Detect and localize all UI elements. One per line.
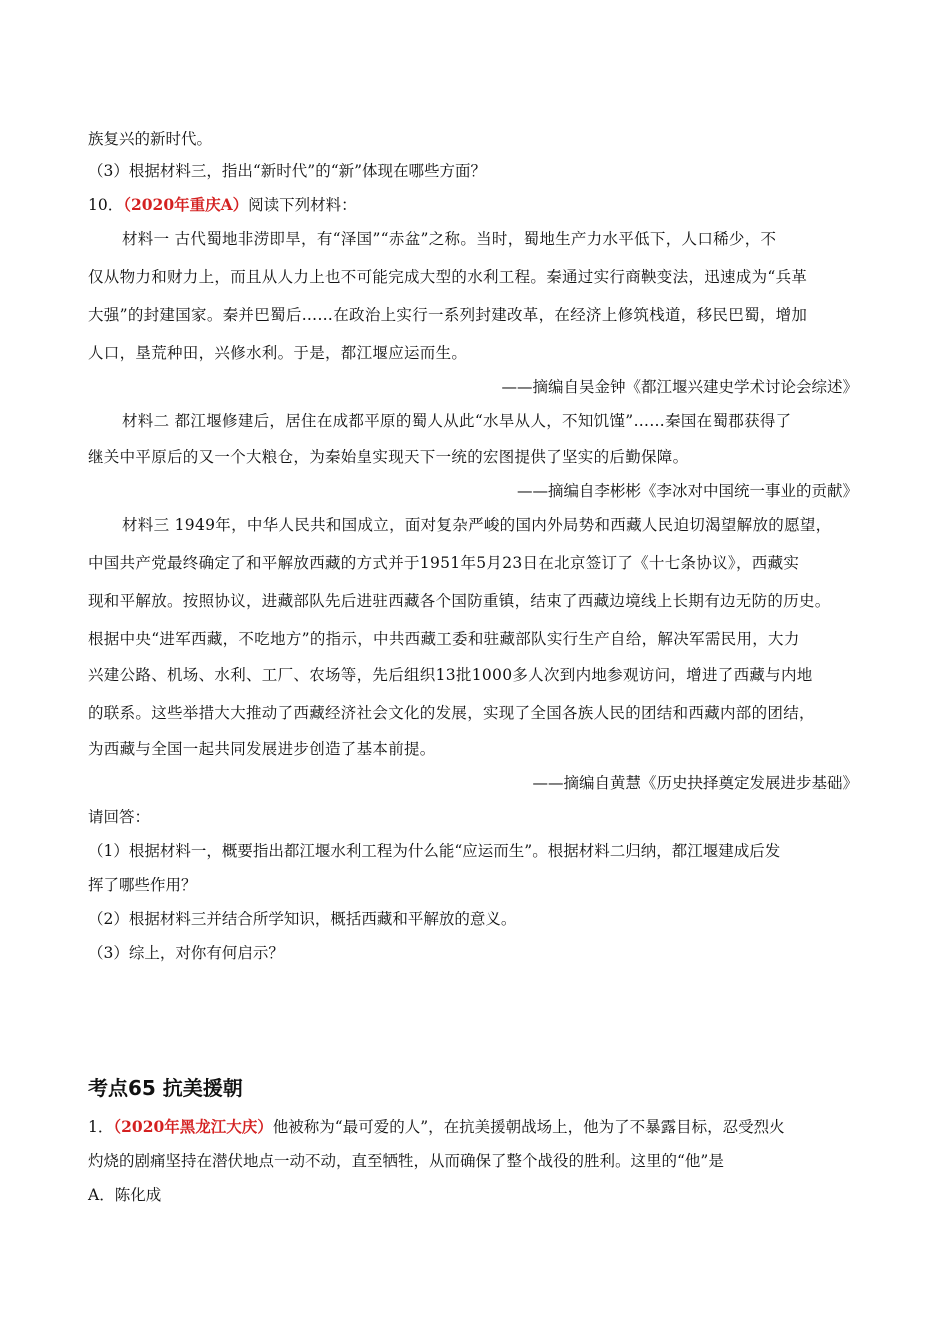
question-number: 1． xyxy=(88,1118,114,1136)
material-text: 兴建公路、机场、水利、工厂、农场等，先后组织13批1000多人次到内地参观访问，增进了西藏与内地 xyxy=(88,666,813,684)
material-text: 现和平解放。按照协议，进藏部队先后进驻西藏各个国防重镇，结束了西藏边境线上长期有边无防的历史。 xyxy=(88,592,831,610)
sub-question: （2）根据材料三并结合所学知识，概括西藏和平解放的意义。 xyxy=(88,910,517,928)
material-source: ——摘编自李彬彬《李冰对中国统一事业的贡献》 xyxy=(516,482,858,500)
material-text: 大强”的封建国家。秦并巴蜀后……在政治上实行一系列封建改革，在经济上修筑栈道，移民巴蜀，增加 xyxy=(88,306,808,324)
question-text: 他被称为“最可爱的人”，在抗美援朝战场上，他为了不暴露目标，忍受烈火 xyxy=(272,1118,785,1136)
sub-question: 挥了哪些作用？ xyxy=(88,876,197,894)
material-text: 人口，垦荒种田，兴修水利。于是，都江堰应运而生。 xyxy=(88,344,468,362)
question-source: （2020年黑龙江大庆） xyxy=(113,1117,273,1136)
answer-prompt: 请回答： xyxy=(88,808,151,826)
material-text: 材料一 古代蜀地非涝即旱，有“泽国”“赤盆”之称。当时，蜀地生产力水平低下，人口稀少，不 xyxy=(122,230,777,248)
answer-option: A．陈化成 xyxy=(88,1186,162,1204)
text-line: 族复兴的新时代。 xyxy=(88,130,213,148)
question-text: 灼烧的剧痛坚持在潜伏地点一动不动，直至牺牲，从而确保了整个战役的胜利。这里的“他”是 xyxy=(88,1152,724,1170)
material-text: 根据中央“进军西藏，不吃地方”的指示，中共西藏工委和驻藏部队实行生产自给，解决军需民用，大力 xyxy=(88,630,800,648)
material-source: ——摘编自吴金钟《都江堰兴建史学术讨论会综述》 xyxy=(501,378,858,396)
material-text: 为西藏与全国一起共同发展进步创造了基本前提。 xyxy=(88,740,436,758)
question-10-header xyxy=(88,194,357,216)
material-text: 仅从物力和财力上，而且从人力上也不可能完成大型的水利工程。秦通过实行商鞅变法，迅速成为“兵革 xyxy=(88,268,808,286)
sub-question: （1）根据材料一，概要指出都江堰水利工程为什么能“应运而生”。根据材料二归纳，都江堰建成后发 xyxy=(88,842,781,860)
question-text: （3）根据材料三，指出“新时代”的“新”体现在哪些方面？ xyxy=(88,162,487,180)
question-number: 10． xyxy=(88,196,124,214)
material-text: 材料二 都江堰修建后，居住在成都平原的蜀人从此“水旱从人，不知饥馑”……秦国在蜀郡获得了 xyxy=(122,412,792,430)
question-source: （2020年重庆A） xyxy=(123,195,249,214)
material-text: 中国共产党最终确定了和平解放西藏的方式并于1951年5月23日在北京签订了《十七条协议》，西藏实 xyxy=(88,554,800,572)
question-prompt: 阅读下列材料： xyxy=(248,196,357,214)
section-heading: 考点65 抗美援朝 xyxy=(88,1076,243,1100)
material-text: 材料三 1949年，中华人民共和国成立，面对复杂严峻的国内外局势和西藏人民迫切渴望解放的愿望， xyxy=(122,516,832,534)
sub-question: （3）综上，对你有何启示？ xyxy=(88,944,284,962)
material-source: ——摘编自黄慧《历史抉择奠定发展进步基础》 xyxy=(532,774,858,792)
question-1-header xyxy=(88,1116,785,1138)
material-text: 继关中平原后的又一个大粮仓，为秦始皇实现天下一统的宏图提供了坚实的后勤保障。 xyxy=(88,448,689,466)
material-text: 的联系。这些举措大大推动了西藏经济社会文化的发展，实现了全国各族人民的团结和西藏内部的团结， xyxy=(88,704,815,722)
